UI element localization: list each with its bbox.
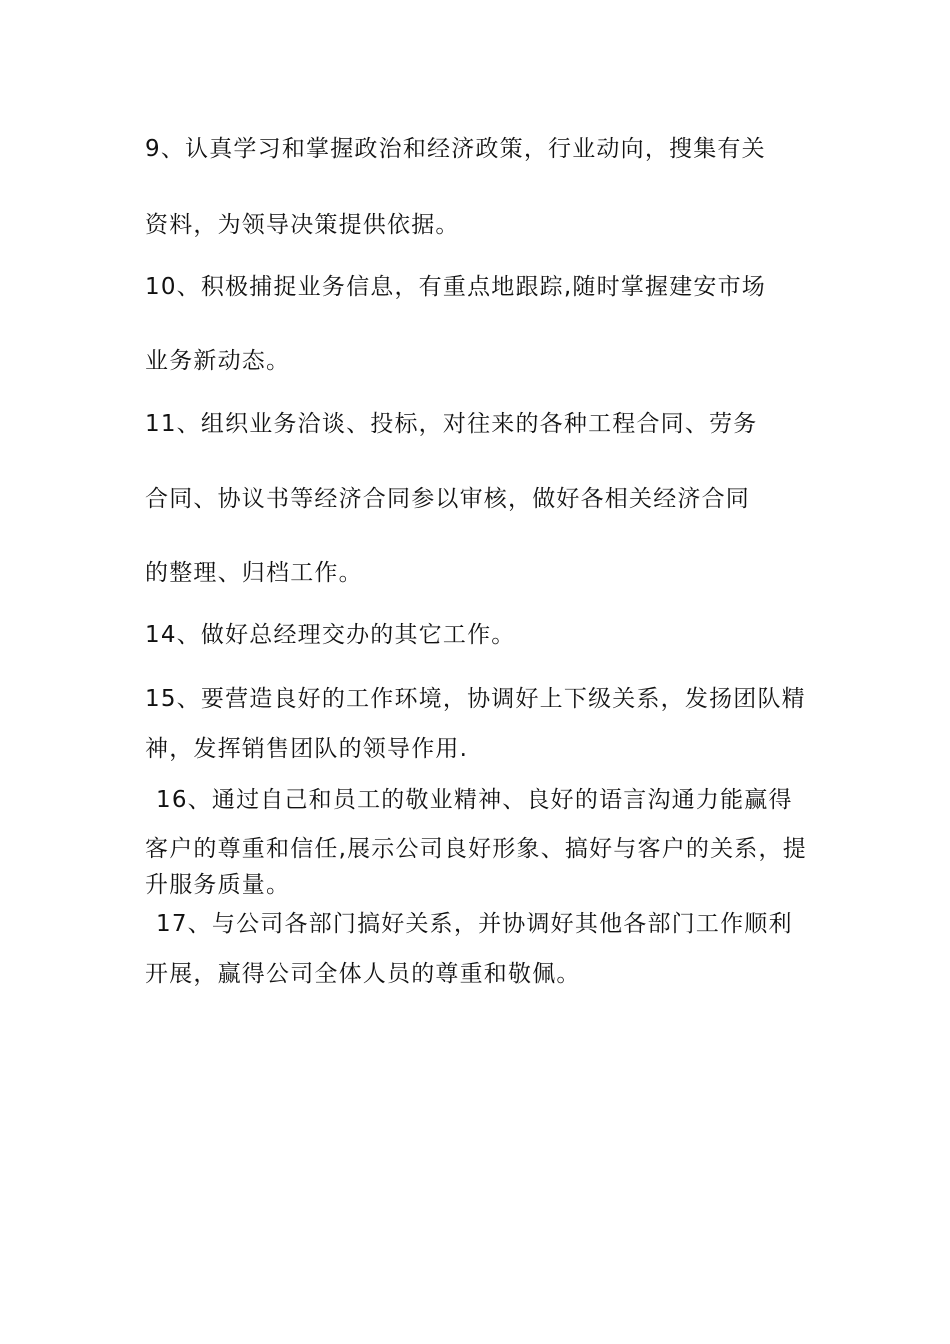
item-15-line-1: 15、要营造良好的工作环境，协调好上下级关系，发扬团队精	[145, 686, 806, 712]
item-10-line-1: 10、积极捕捉业务信息，有重点地跟踪,随时掌握建安市场	[145, 274, 766, 300]
item-11-line-2: 合同、协议书等经济合同参以审核，做好各相关经济合同	[145, 486, 750, 512]
item-9-line-2: 资料，为领导决策提供依据。	[145, 212, 460, 238]
item-11-line-3: 的整理、归档工作。	[145, 560, 363, 586]
item-17-line-1: 17、与公司各部门搞好关系，并协调好其他各部门工作顺利	[156, 911, 793, 937]
item-17-line-2: 开展，赢得公司全体人员的尊重和敬佩。	[145, 961, 581, 987]
item-14-line-1: 14、做好总经理交办的其它工作。	[145, 622, 516, 648]
item-16-line-1: 16、通过自己和员工的敬业精神、良好的语言沟通力能赢得	[156, 787, 793, 813]
item-16-line-2: 客户的尊重和信任,展示公司良好形象、搞好与客户的关系，提	[145, 836, 807, 862]
item-11-line-1: 11、组织业务洽谈、投标，对往来的各种工程合同、劳务	[145, 411, 758, 437]
item-16-line-3: 升服务质量。	[145, 872, 291, 898]
item-10-line-2: 业务新动态。	[145, 348, 291, 374]
item-9-line-1: 9、认真学习和掌握政治和经济政策，行业动向，搜集有关	[145, 136, 766, 162]
item-15-line-2: 神，发挥销售团队的领导作用.	[145, 736, 469, 762]
